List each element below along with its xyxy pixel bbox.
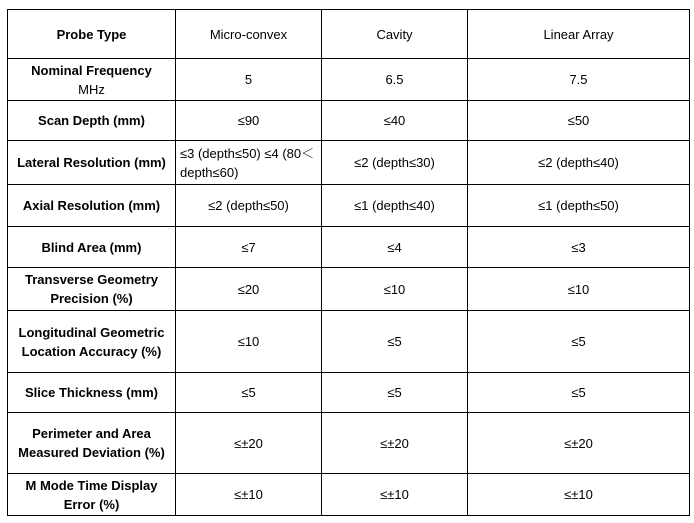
row-label: Blind Area (mm) [8,227,176,268]
header-cavity: Cavity [322,10,468,59]
row-label: Slice Thickness (mm) [8,373,176,413]
cell-cavity: ≤4 [322,227,468,268]
table-row [8,268,690,311]
table-row [8,59,690,101]
cell-micro-convex: ≤±10 [176,474,322,516]
cell-cavity: ≤5 [322,373,468,413]
row-label [8,59,176,101]
row-label: Lateral Resolution (mm) [8,141,176,185]
table-row [8,185,690,227]
table-row [8,101,690,141]
cell-cavity: ≤2 (depth≤30) [322,141,468,185]
row-label: Transverse Geometry Precision (%) [8,268,176,311]
cell-linear-array: ≤±20 [468,413,690,474]
cell-cavity: ≤±20 [322,413,468,474]
row-label: Longitudinal Geometric Location Accuracy (%) [8,311,176,373]
cell-micro-convex: ≤5 [176,373,322,413]
cell-linear-array: 7.5 [468,59,690,101]
cell-linear-array: ≤5 [468,311,690,373]
cell-micro-convex: ≤2 (depth≤50) [176,185,322,227]
row-label: M Mode Time Display Error (%) [8,474,176,516]
cell-linear-array: ≤10 [468,268,690,311]
row-label-text: Nominal Frequency [31,62,152,78]
cell-micro-convex: ≤20 [176,268,322,311]
row-label-unit: MHz [78,81,105,97]
table-row [8,311,690,373]
probe-spec-table [7,9,690,516]
table-row [8,413,690,474]
header-probe-type: Probe Type [8,10,176,59]
table-row [8,373,690,413]
cell-linear-array: ≤±10 [468,474,690,516]
cell-cavity: ≤1 (depth≤40) [322,185,468,227]
table-row [8,474,690,516]
cell-linear-array: ≤3 [468,227,690,268]
cell-micro-convex: ≤7 [176,227,322,268]
header-micro-convex: Micro-convex [176,10,322,59]
cell-cavity: ≤5 [322,311,468,373]
table-header-row [8,10,690,59]
cell-micro-convex: ≤10 [176,311,322,373]
table-row [8,227,690,268]
cell-linear-array: ≤1 (depth≤50) [468,185,690,227]
cell-cavity: ≤40 [322,101,468,141]
cell-micro-convex: 5 [176,59,322,101]
cell-linear-array: ≤2 (depth≤40) [468,141,690,185]
cell-linear-array: ≤50 [468,101,690,141]
table-row [8,141,690,185]
header-linear-array: Linear Array [468,10,690,59]
row-label: Axial Resolution (mm) [8,185,176,227]
cell-micro-convex: ≤90 [176,101,322,141]
cell-cavity: ≤±10 [322,474,468,516]
cell-micro-convex: ≤±20 [176,413,322,474]
cell-linear-array: ≤5 [468,373,690,413]
row-label: Perimeter and Area Measured Deviation (%) [8,413,176,474]
cell-cavity: 6.5 [322,59,468,101]
cell-cavity: ≤10 [322,268,468,311]
row-label: Scan Depth (mm) [8,101,176,141]
cell-micro-convex: ≤3 (depth≤50) ≤4 (80＜depth≤60) [176,141,322,185]
